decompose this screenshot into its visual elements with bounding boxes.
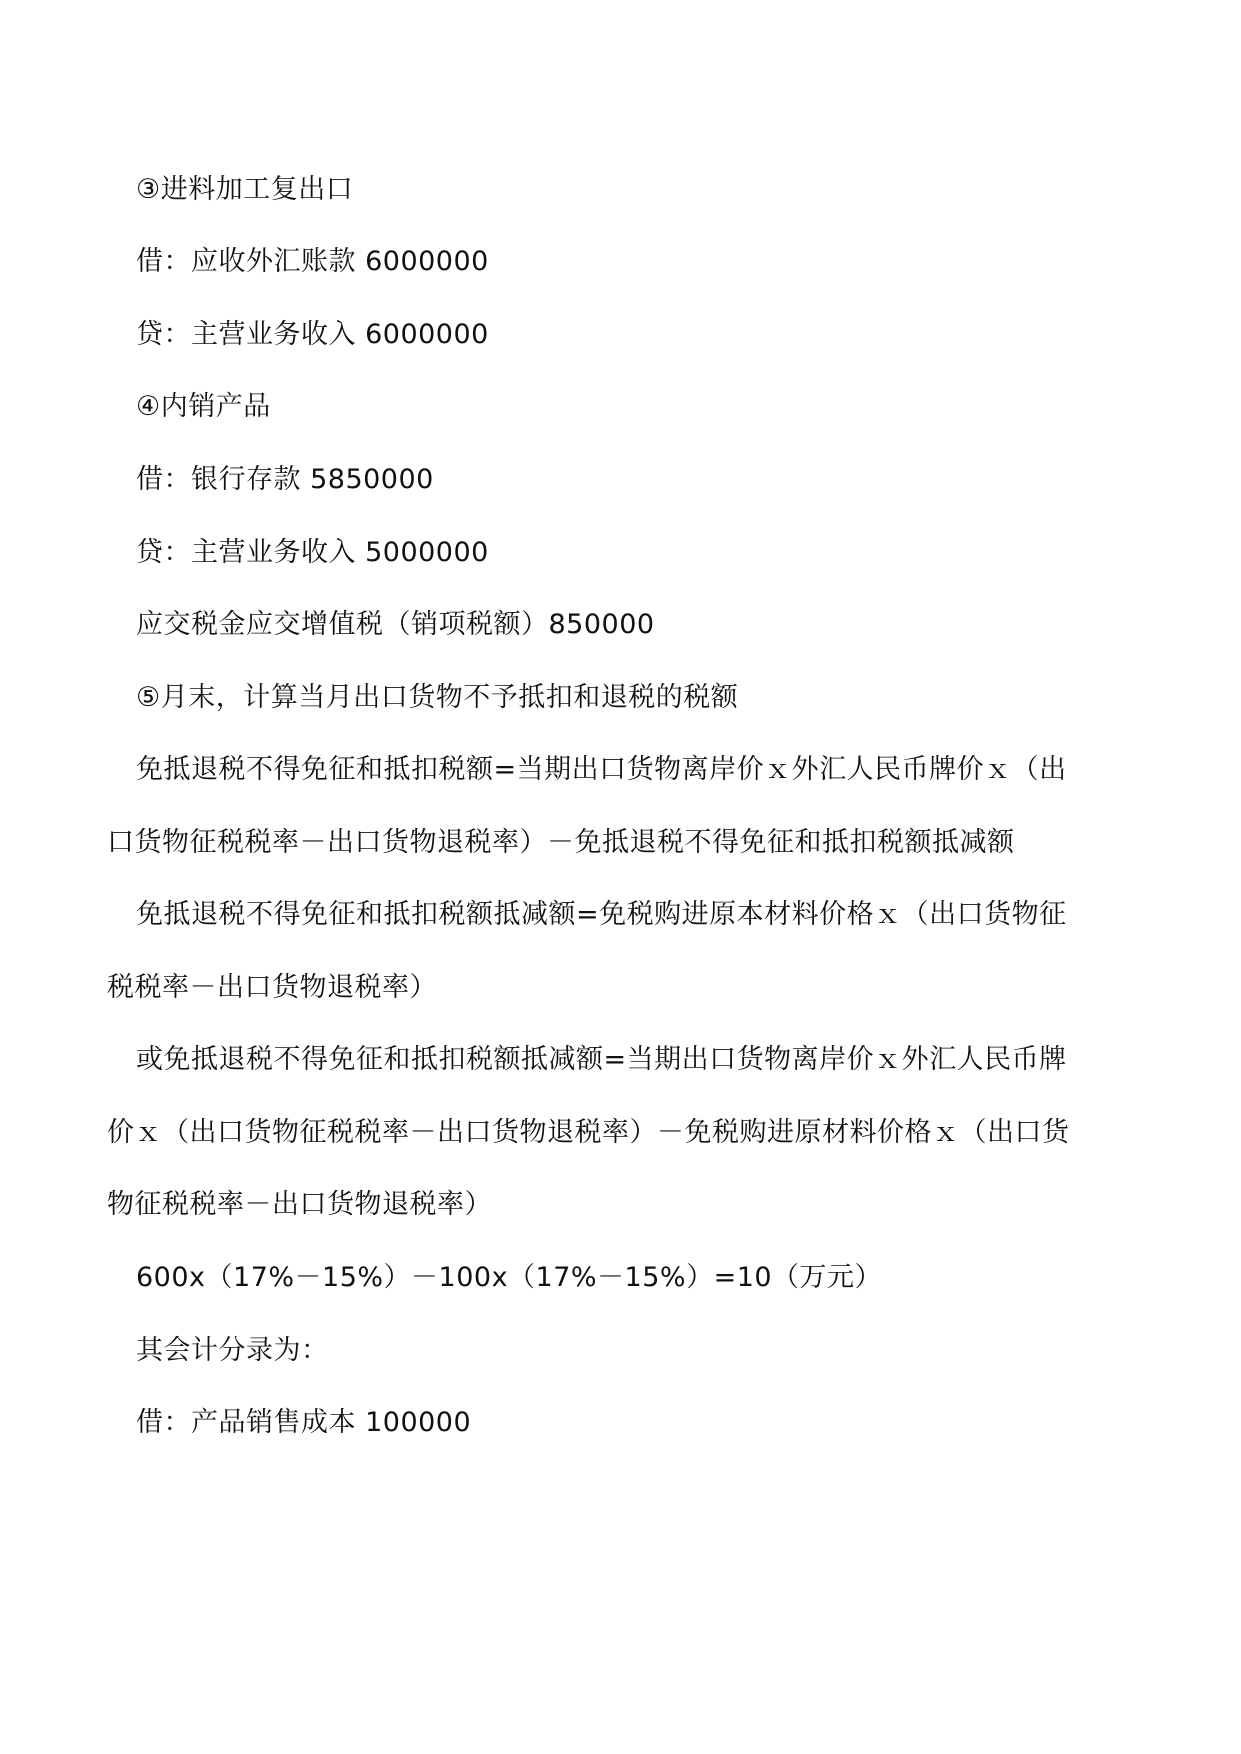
formula-paragraph-3-line-3: 物征税税率－出口货物退税率） (107, 1189, 492, 1220)
journal-entry-intro: 其会计分录为： (136, 1335, 329, 1366)
heading-processing-reexport: ③进料加工复出口 (136, 174, 354, 205)
debit-bank-line: 借：银行存款 5850000 (136, 464, 434, 495)
heading-month-end: ⑤月末，计算当月出口货物不予抵扣和退税的税额 (136, 682, 739, 713)
formula-paragraph-3-line-2: 价ｘ（出口货物征税税率－出口货物退税率）－免税购进原材料价格ｘ（出口货 (107, 1117, 1070, 1148)
debit-receivable-line: 借：应收外汇账款 6000000 (136, 246, 489, 277)
formula-paragraph-1-line-1: 免抵退税不得免征和抵扣税额=当期出口货物离岸价ｘ外汇人民币牌价ｘ（出 (136, 754, 1067, 785)
formula-paragraph-2-line-1: 免抵退税不得免征和抵扣税额抵减额=免税购进原本材料价格ｘ（出口货物征 (136, 899, 1067, 930)
formula-paragraph-3-line-1: 或免抵退税不得免征和抵扣税额抵减额=当期出口货物离岸价ｘ外汇人民币牌 (136, 1044, 1067, 1075)
debit-cost-line: 借：产品销售成本 100000 (136, 1407, 472, 1438)
credit-revenue-line-2: 贷：主营业务收入 5000000 (136, 537, 489, 568)
formula-paragraph-2-line-2: 税税率－出口货物退税率） (107, 972, 437, 1003)
vat-payable-line: 应交税金应交增值税（销项税额）850000 (136, 609, 655, 640)
heading-domestic-sales: ④内销产品 (136, 391, 271, 422)
calculation-line: 600x（17%－15%）－100x（17%－15%）=10（万元） (136, 1262, 883, 1293)
credit-revenue-line: 贷：主营业务收入 6000000 (136, 319, 489, 350)
formula-paragraph-1-line-2: 口货物征税税率－出口货物退税率）－免抵退税不得免征和抵扣税额抵减额 (107, 827, 1015, 858)
